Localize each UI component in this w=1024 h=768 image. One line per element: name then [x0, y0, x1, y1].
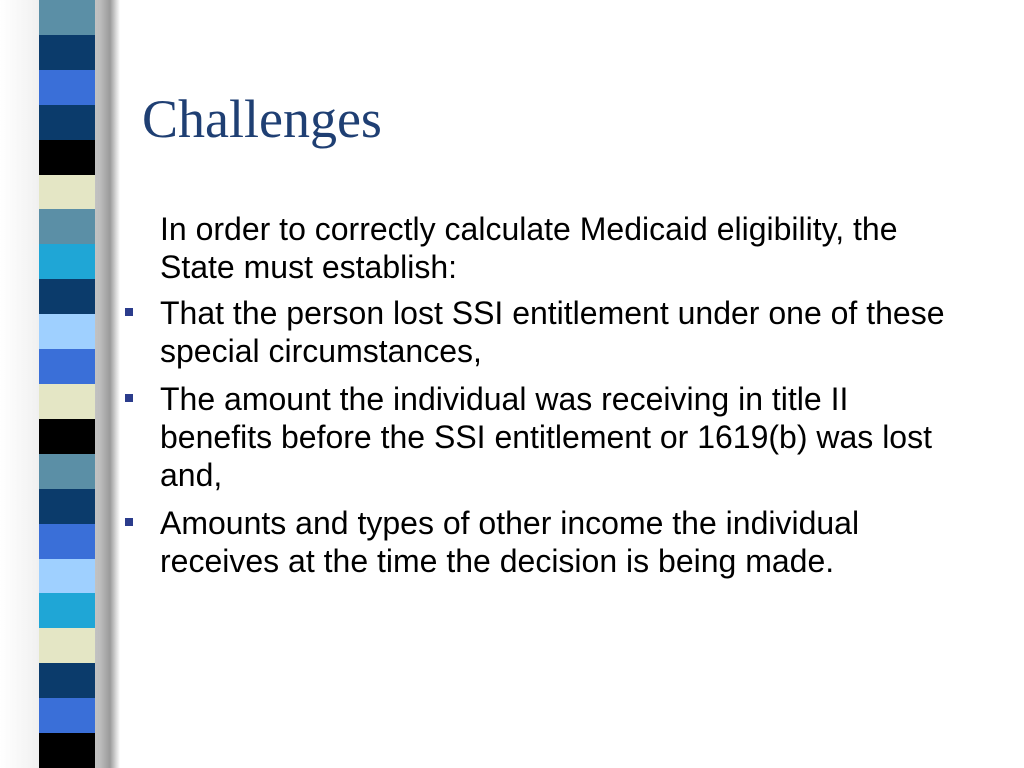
decorative-stripe — [39, 384, 95, 419]
decorative-stripe — [39, 209, 95, 244]
decorative-stripe — [39, 314, 95, 349]
decorative-stripe — [39, 35, 95, 70]
bullet-list — [160, 294, 960, 580]
bullet-item — [160, 294, 960, 370]
decorative-stripe — [39, 698, 95, 733]
bullet-text: That the person lost SSI entitlement under one of these special circumstances, — [160, 295, 945, 369]
decorative-stripe — [39, 279, 95, 314]
bullet-text: The amount the individual was receiving in title II benefits before the SSI entitlement or 1619(b) was lost and, — [160, 381, 932, 493]
decorative-stripe — [39, 454, 95, 489]
decorative-stripe — [39, 489, 95, 524]
decorative-stripe — [39, 593, 95, 628]
intro-text: In order to correctly calculate Medicaid eligibility, the State must establish: — [160, 211, 898, 285]
decorative-stripe — [39, 628, 95, 663]
decorative-stripe — [39, 140, 95, 175]
square-bullet-icon — [125, 394, 133, 402]
decorative-stripe — [39, 105, 95, 140]
decorative-stripe-column — [39, 0, 95, 768]
bullet-text: Amounts and types of other income the individual receives at the time the decision is being made. — [160, 505, 860, 579]
slide-title: Challenges — [142, 89, 382, 149]
decorative-stripe — [39, 733, 95, 768]
decorative-stripe — [39, 663, 95, 698]
decorative-stripe — [39, 419, 95, 454]
square-bullet-icon — [125, 308, 133, 316]
bullet-item — [160, 380, 960, 494]
decorative-stripe — [39, 559, 95, 594]
decorative-stripe — [39, 349, 95, 384]
bullet-item — [160, 504, 960, 580]
decorative-stripe — [39, 244, 95, 279]
slide-body — [160, 210, 960, 590]
decorative-stripe — [39, 0, 95, 35]
decorative-stripe — [39, 524, 95, 559]
decorative-stripe — [39, 175, 95, 210]
square-bullet-icon — [125, 518, 133, 526]
decorative-stripe — [39, 70, 95, 105]
